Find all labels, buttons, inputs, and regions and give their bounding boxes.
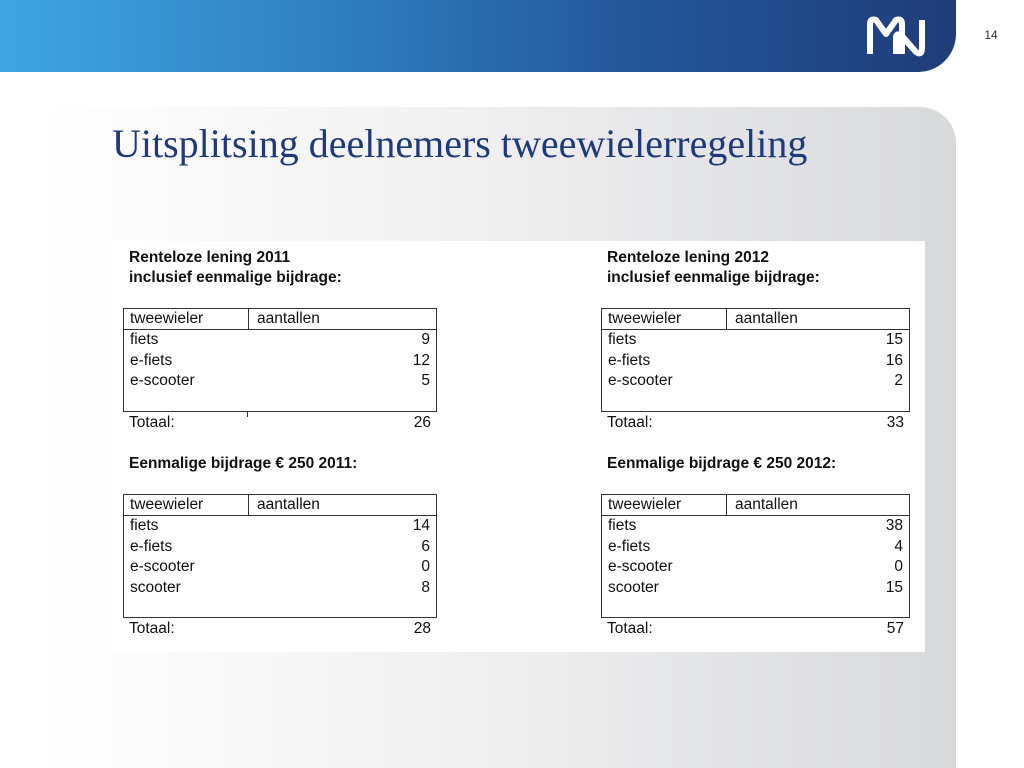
- heading: Renteloze lening 2011: [129, 249, 291, 266]
- col-header-aantallen: aantallen: [257, 310, 320, 327]
- table-lening-2011: [123, 308, 437, 412]
- row-label: e-scooter: [130, 558, 195, 575]
- heading: inclusief eenmalige bijdrage:: [129, 269, 342, 286]
- col-header-aantallen: aantallen: [735, 496, 798, 513]
- page-number: 14: [984, 28, 998, 42]
- row-label: scooter: [130, 578, 181, 596]
- row-value: 14: [412, 517, 430, 534]
- table-row: [124, 537, 436, 558]
- slide-title: Uitsplitsing deelnemers tweewielerregeling: [112, 121, 808, 166]
- col-header-tweewieler: tweewieler: [124, 495, 249, 515]
- header-bar: [0, 0, 956, 72]
- row-label: scooter: [608, 578, 659, 596]
- table-header: [124, 309, 436, 330]
- table-row: [124, 371, 436, 392]
- table-row: [602, 557, 909, 578]
- col-header-aantallen: aantallen: [257, 496, 320, 513]
- table-row: [124, 578, 436, 599]
- row-label: e-fiets: [608, 537, 651, 555]
- table-header: [602, 495, 909, 516]
- table-row: [124, 351, 436, 372]
- total-label: Totaal:: [129, 620, 175, 637]
- total-label: Totaal:: [607, 414, 653, 431]
- total-row: [123, 413, 437, 433]
- row-value: 2: [894, 372, 903, 389]
- row-value: 38: [885, 517, 903, 534]
- row-value: 8: [421, 578, 430, 596]
- row-value: 6: [421, 537, 430, 555]
- table-bijdrage-2011: [123, 494, 437, 618]
- row-value: 12: [412, 351, 430, 369]
- col-header-tweewieler: tweewieler: [602, 495, 727, 515]
- table-row: [124, 330, 436, 351]
- row-label: fiets: [608, 517, 637, 534]
- total-label: Totaal:: [607, 620, 653, 637]
- total-label: Totaal:: [129, 414, 175, 431]
- block-lening-2011: [123, 248, 433, 288]
- col-header-tweewieler: tweewieler: [124, 309, 249, 329]
- row-value: 0: [421, 558, 430, 575]
- row-value: 16: [885, 351, 903, 369]
- row-label: e-scooter: [608, 558, 673, 575]
- col-header-tweewieler: tweewieler: [602, 309, 727, 329]
- block-lening-2012: [601, 248, 911, 288]
- row-value: 15: [885, 331, 903, 348]
- total-value: 57: [886, 620, 904, 637]
- row-label: fiets: [130, 331, 159, 348]
- row-value: 4: [894, 537, 903, 555]
- block-bijdrage-2011: [123, 454, 433, 474]
- table-row: [602, 537, 909, 558]
- heading: Renteloze lening 2012: [607, 249, 769, 266]
- total-value: 33: [886, 414, 904, 431]
- row-label: fiets: [130, 517, 159, 534]
- table-row: [602, 578, 909, 599]
- table-row: [124, 557, 436, 578]
- row-label: e-fiets: [130, 351, 173, 369]
- table-header: [602, 309, 909, 330]
- table-row: [602, 516, 909, 537]
- total-value: 26: [413, 414, 431, 431]
- block-bijdrage-2012: [601, 454, 911, 474]
- total-row: [123, 619, 437, 639]
- row-value: 15: [885, 578, 903, 596]
- row-value: 5: [421, 372, 430, 389]
- table-row: [602, 351, 909, 372]
- heading: Eenmalige bijdrage € 250 2011:: [129, 455, 358, 472]
- total-row: [601, 413, 910, 433]
- row-label: e-scooter: [608, 372, 673, 389]
- table-row: [602, 371, 909, 392]
- table-bijdrage-2012: [601, 494, 910, 618]
- row-label: e-fiets: [608, 351, 651, 369]
- mn-logo: [866, 14, 928, 58]
- total-value: 28: [413, 620, 431, 637]
- row-label: e-fiets: [130, 537, 173, 555]
- row-label: e-scooter: [130, 372, 195, 389]
- row-value: 9: [421, 331, 430, 348]
- table-lening-2012: [601, 308, 910, 412]
- heading: Eenmalige bijdrage € 250 2012:: [607, 455, 837, 472]
- table-row: [124, 516, 436, 537]
- row-value: 0: [894, 558, 903, 575]
- total-row: [601, 619, 910, 639]
- heading: inclusief eenmalige bijdrage:: [607, 269, 820, 286]
- table-header: [124, 495, 436, 516]
- col-header-aantallen: aantallen: [735, 310, 798, 327]
- table-row: [602, 330, 909, 351]
- tables-area: [111, 241, 925, 652]
- row-label: fiets: [608, 331, 637, 348]
